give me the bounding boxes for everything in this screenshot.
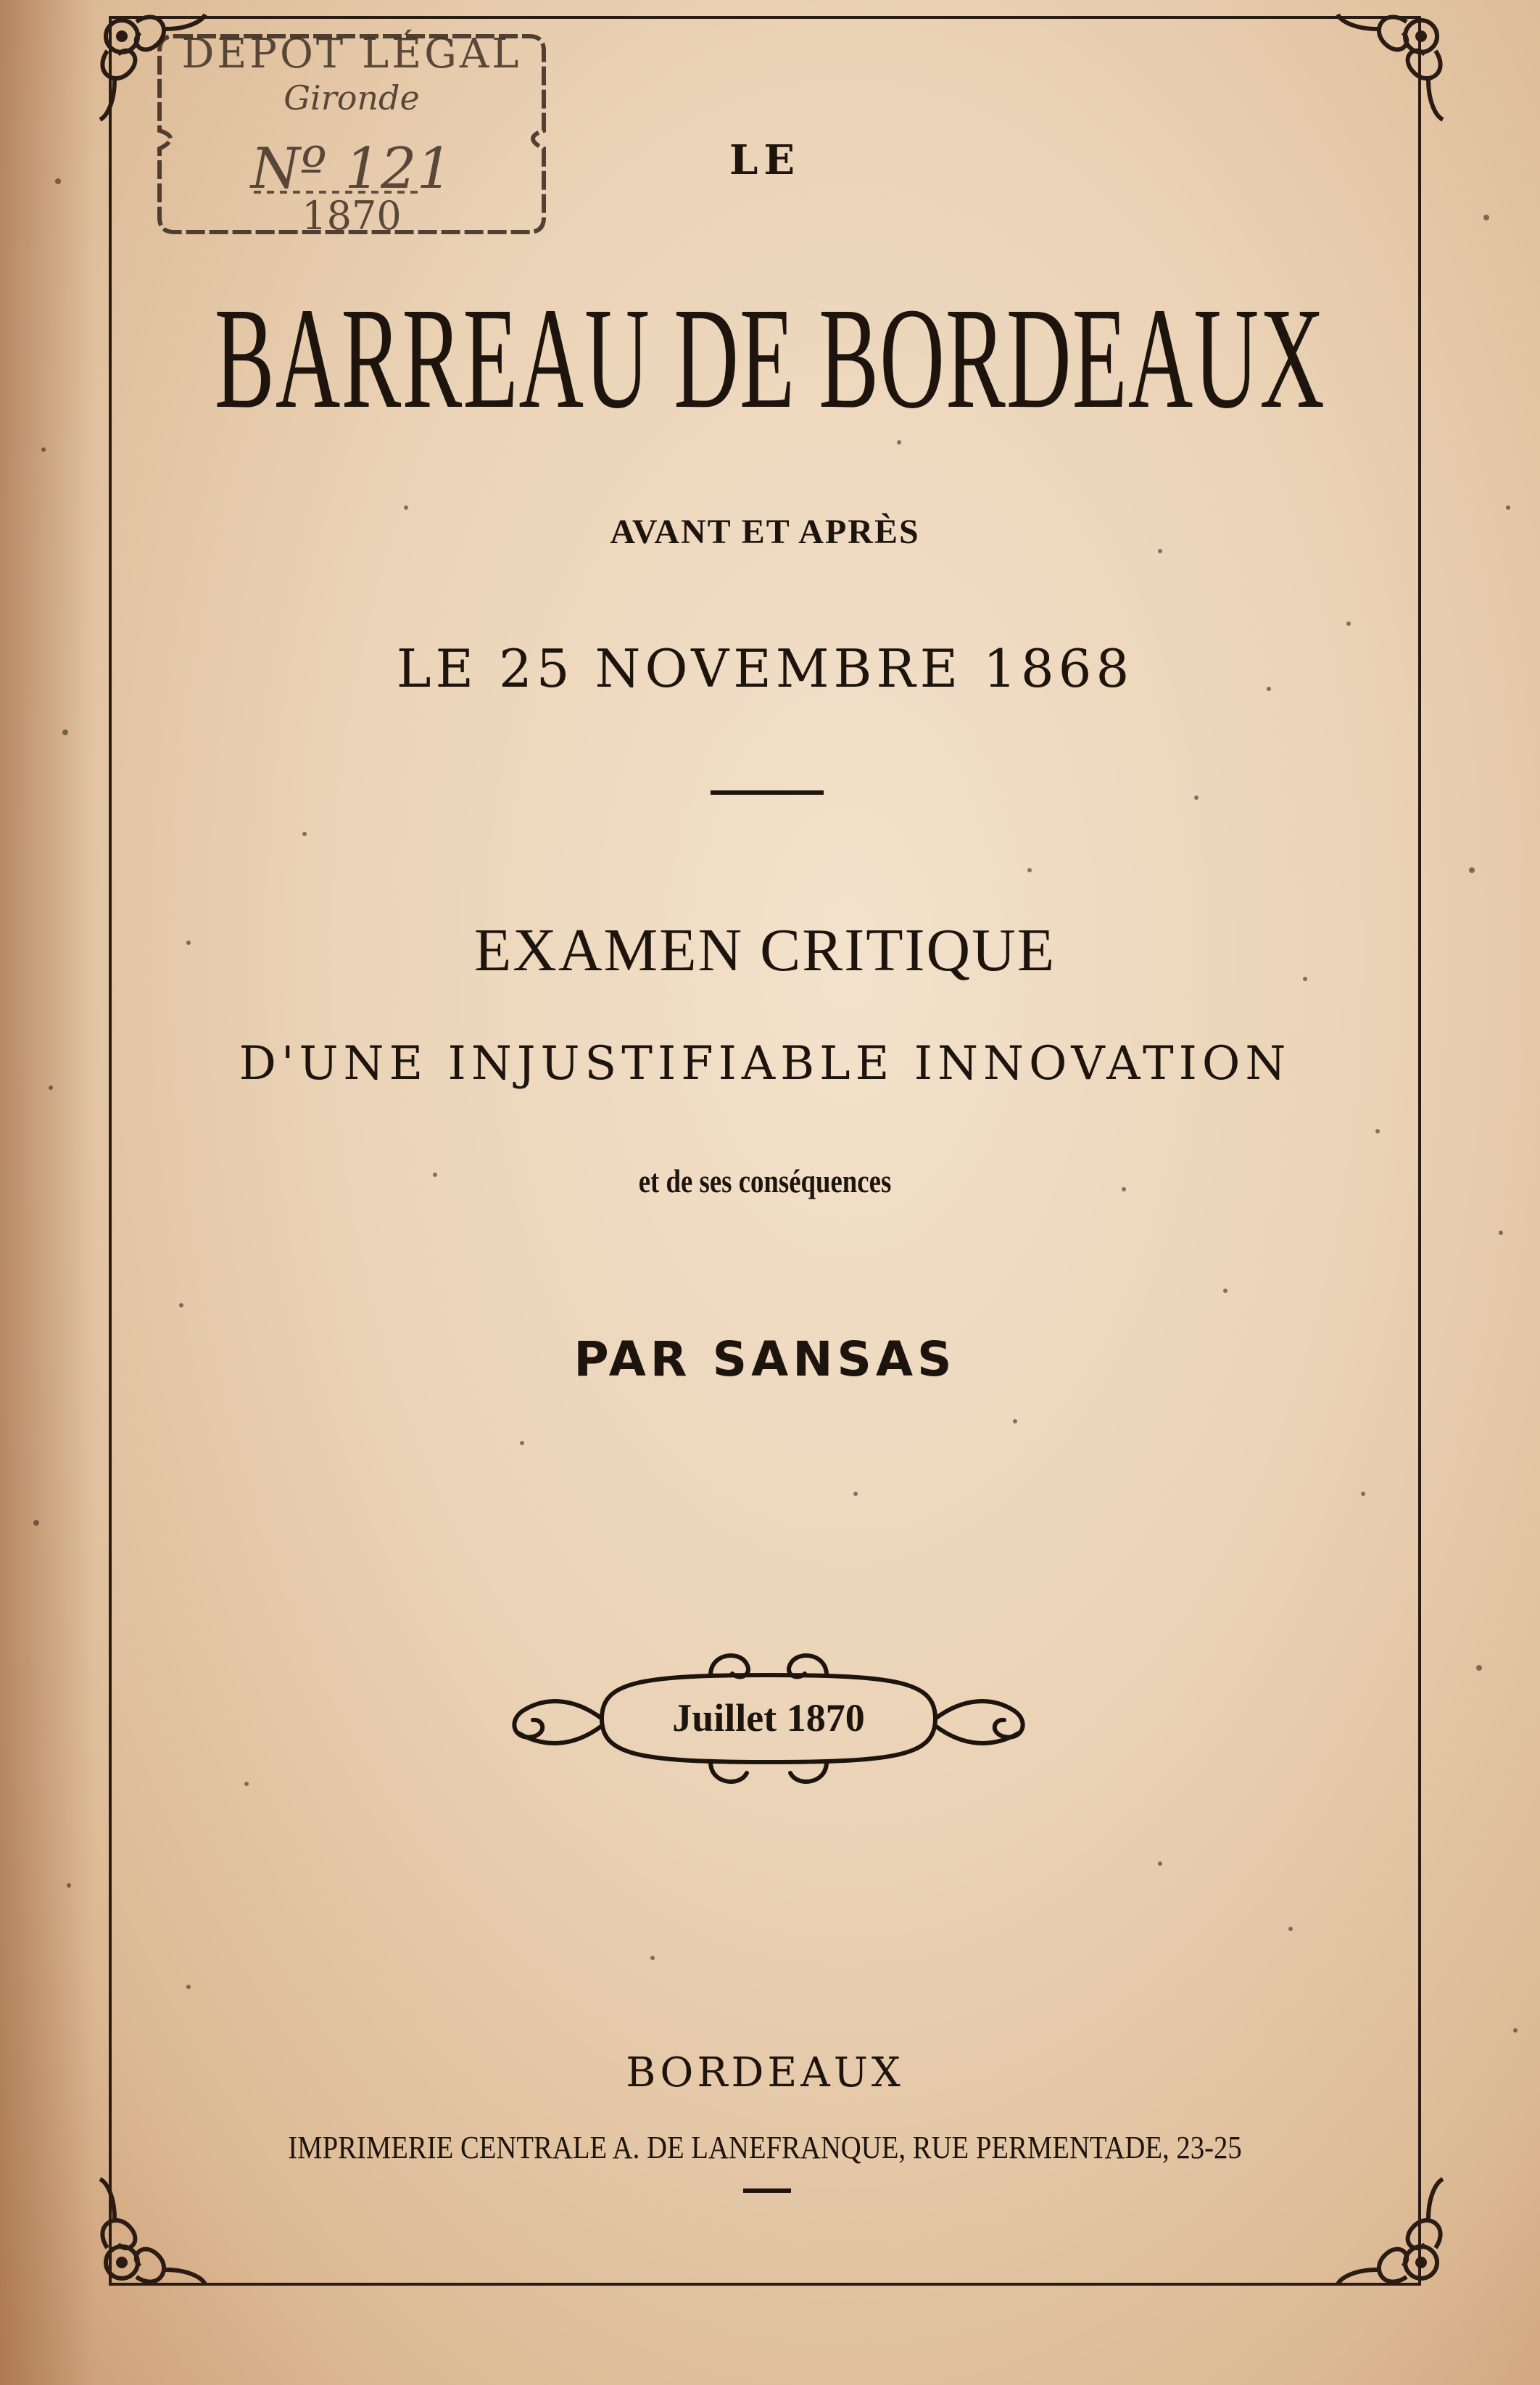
title-article: LE — [729, 136, 801, 184]
page-edge-shadow — [0, 0, 94, 2385]
stamp-department: Gironde — [283, 78, 420, 117]
legal-deposit-stamp — [145, 22, 558, 239]
main-title: BARREAU DE BORDEAUX — [214, 278, 1326, 439]
stamp-year: 1870 — [302, 193, 402, 239]
corner-ornament-icon — [1334, 0, 1457, 123]
bottom-rule — [743, 2188, 791, 2193]
title-qualifier: AVANT ET APRÈS — [610, 513, 920, 551]
author-line: PAR SANSAS — [574, 1331, 956, 1387]
imprint-printer: IMPRIMERIE CENTRALE A. DE LANEFRANQUE, RUE PERMENTADE, 23-25 — [288, 2130, 1242, 2165]
subtitle-line-3: et de ses conséquences — [638, 1162, 892, 1199]
corner-ornament-icon — [86, 2175, 209, 2299]
publication-date: Juillet 1870 — [672, 1696, 865, 1740]
stamp-heading: DEPOT LÉGAL — [181, 30, 522, 78]
stamp-number: Nº 121 — [250, 136, 453, 202]
subtitle-line-1: EXAMEN CRITIQUE — [473, 917, 1056, 984]
title-date: LE 25 NOVEMBRE 1868 — [396, 638, 1134, 699]
corner-ornament-icon — [1334, 2175, 1457, 2299]
divider-rule — [711, 790, 824, 795]
imprint-city: BORDEAUX — [626, 2049, 904, 2096]
subtitle-line-2: D'UNE INJUSTIFIABLE INNOVATION — [239, 1037, 1291, 1091]
